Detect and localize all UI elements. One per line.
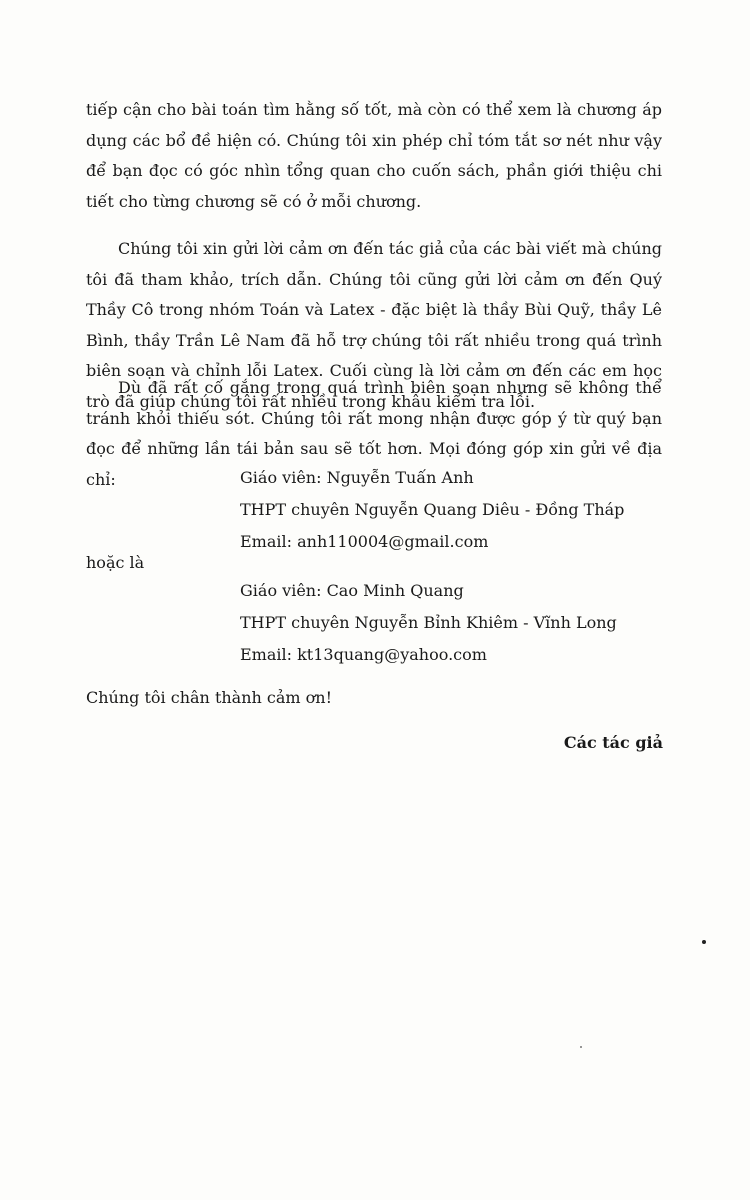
author-signature: Các tác giả (563, 733, 663, 752)
contact-block-1 (240, 462, 710, 558)
paragraph-intro-continuation: tiếp cận cho bài toán tìm hằng số tốt, mà còn có thể xem là chương áp dụng các bổ đề hiện có. Chúng tôi xin phép chỉ tóm tắt sơ nét như vậy để bạn đọc có góc nhìn tổng quan cho cuốn sách, phần giới thiệu chi tiết cho từng chương sẽ có ở mỗi chương. (86, 100, 662, 211)
paragraph-acknowledgements: Chúng tôi xin gửi lời cảm ơn đến tác giả của các bài viết mà chúng tôi đã tham khảo, trích dẫn. Chúng tôi cũng gửi lời cảm ơn đến Quý Thầy Cô trong nhóm Toán và Latex - đặc biệt là thầy Bùi Quỹ, thầy Lê Bình, thầy Trần Lê Nam đã hỗ trợ chúng tôi rất nhiều trong quá trình biên soạn và chỉnh lỗi Latex. Cuối cùng là lời cảm ơn đến các em học trò đã giúp chúng tôi rất nhiều trong khâu kiểm tra lỗi. (86, 239, 662, 411)
contact-1-email: Email: anh110004@gmail.com (240, 532, 489, 551)
scan-speck (580, 1046, 582, 1048)
contact-2-teacher: Giáo viên: Cao Minh Quang (240, 581, 464, 600)
closing-thanks: Chúng tôi chân thành cảm ơn! (86, 688, 333, 707)
or-separator: hoặc là (86, 553, 145, 572)
contact-2-email: Email: kt13quang@yahoo.com (240, 645, 487, 664)
scan-speck (702, 940, 706, 944)
contact-2-school: THPT chuyên Nguyễn Bỉnh Khiêm - Vĩnh Long (240, 613, 617, 632)
contact-1-teacher: Giáo viên: Nguyễn Tuấn Anh (240, 468, 474, 487)
paragraph-feedback-request: Dù đã rất cố gắng trong quá trình biên soạn nhưng sẽ không thể tránh khỏi thiếu sót. Chúng tôi rất mong nhận được góp ý từ quý bạn đọc để những lần tái bản sau sẽ tốt hơn. Mọi đóng góp xin gửi về địa chỉ: (86, 378, 662, 489)
contact-block-2 (240, 575, 710, 671)
contact-1-school: THPT chuyên Nguyễn Quang Diêu - Đồng Tháp (240, 500, 625, 519)
